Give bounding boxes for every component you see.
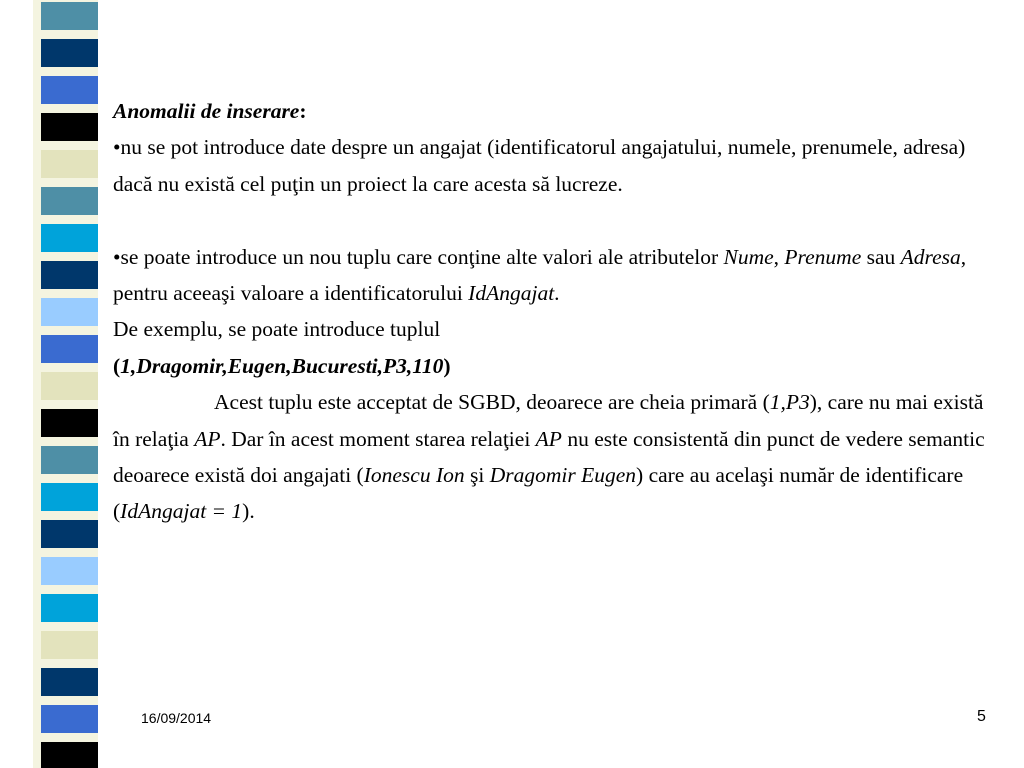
decorative-stripe: [41, 594, 98, 622]
decorative-stripe: [41, 2, 98, 30]
decorative-stripe: [41, 39, 98, 67]
explanation-paragraph: Acest tuplu este acceptat de SGBD, deoarece are cheia primară (1,P3), care nu mai există în relaţia AP. Dar în acest moment starea relaţiei AP nu este consistentă din punct de vedere semantic deoarece există doi angajati (Ionescu Ion şi Dragomir Eugen) care au acelaşi număr de identificare (IdAngajat = 1).: [113, 390, 985, 524]
bullet-2: •se poate introduce un nou tuplu care conţine alte valori ale atributelor Nume, Prenume sau Adresa, pentru aceeaşi valoare a identificatorului IdAngajat.: [113, 244, 967, 306]
decorative-stripe: [41, 298, 98, 326]
decorative-stripe: [41, 187, 98, 215]
decorative-stripe: [41, 520, 98, 548]
decorative-stripe: [41, 224, 98, 252]
decorative-stripe: [41, 483, 98, 511]
decorative-stripe: [41, 335, 98, 363]
decorative-stripe: [41, 557, 98, 585]
blank-line: [113, 202, 993, 238]
decorative-stripe: [41, 631, 98, 659]
slide-heading: Anomalii de inserare:: [113, 99, 307, 123]
example-tuple: (1,Dragomir,Eugen,Bucuresti,P3,110): [113, 353, 451, 378]
example-intro: De exemplu, se poate introduce tuplul: [113, 317, 441, 342]
decorative-stripe: [41, 150, 98, 178]
slide-body: [113, 93, 993, 530]
page-number: 5: [977, 708, 986, 725]
decorative-stripe: [41, 705, 98, 733]
decorative-stripe: [41, 668, 98, 696]
decorative-stripe: [41, 113, 98, 141]
bullet-1: •nu se pot introduce date despre un angajat (identificatorul angajatului, numele, prenumele, adresa) dacă nu există cel puţin un proiect la care acesta să lucreze.: [113, 135, 966, 196]
decorative-stripe: [41, 742, 98, 768]
decorative-stripe: [41, 261, 98, 289]
decorative-stripe: [41, 446, 98, 474]
decorative-stripe: [41, 372, 98, 400]
decorative-stripe-bar: [33, 0, 98, 768]
decorative-stripe: [41, 409, 98, 437]
decorative-stripe: [41, 76, 98, 104]
footer-date: 16/09/2014: [141, 710, 212, 726]
